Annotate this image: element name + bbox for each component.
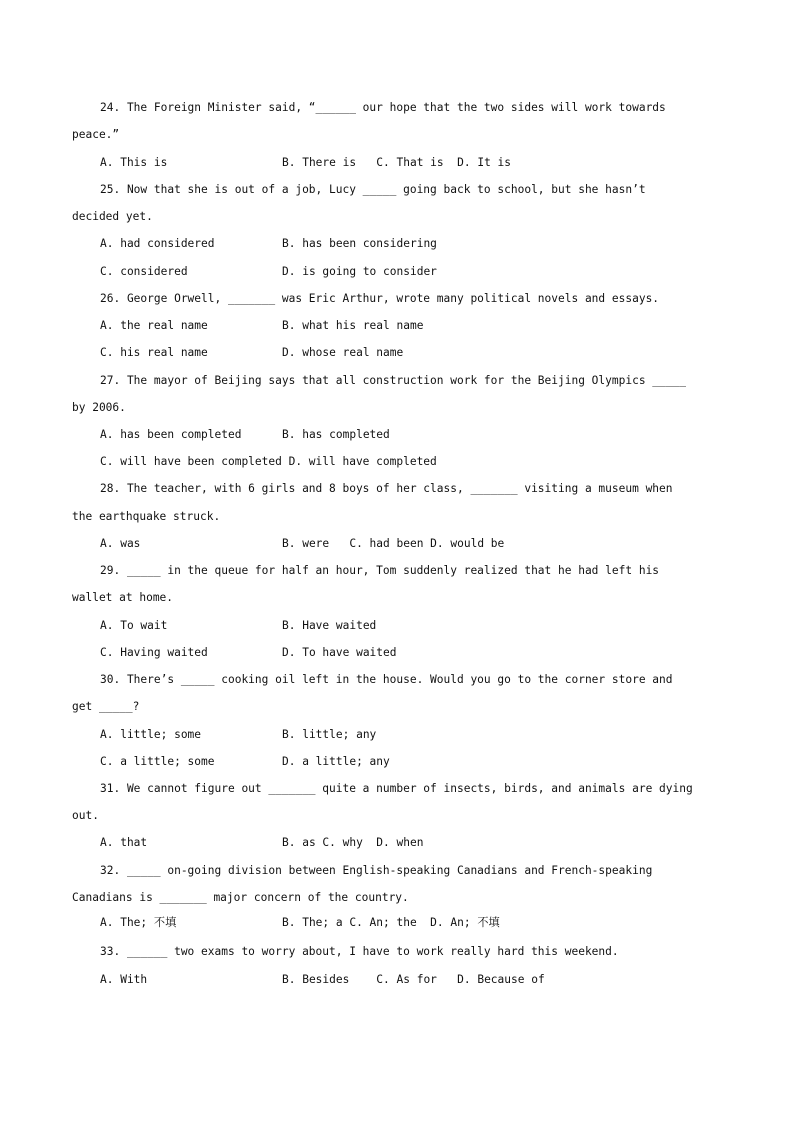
question-30-stem: 30. There’s _____ cooking oil left in the house. Would you go to the corner store and	[100, 673, 673, 686]
question-29-stem-cont: wallet at home.	[72, 591, 174, 604]
question-29-option-d: D. To have waited	[282, 646, 397, 659]
question-26-option-d: D. whose real name	[282, 346, 404, 359]
question-29-option-a: A. To wait	[100, 619, 168, 632]
question-25-option-b: B. has been considering	[282, 237, 437, 250]
question-25-option-d: D. is going to consider	[282, 265, 437, 278]
question-29-option-c: C. Having waited	[100, 646, 208, 659]
question-24-options-bcd: B. There is C. That is D. It is	[282, 156, 512, 169]
question-28-option-a: A. was	[100, 537, 141, 550]
question-29-option-b: B. Have waited	[282, 619, 377, 632]
question-33-options-bcd: B. Besides C. As for D. Because of	[282, 973, 545, 986]
question-32-option-a: A. The; 不填	[100, 916, 177, 929]
question-33-stem: 33. ______ two exams to worry about, I have to work really hard this weekend.	[100, 945, 619, 958]
question-28-options-bcd: B. were C. had been D. would be	[282, 537, 505, 550]
question-25-option-a: A. had considered	[100, 237, 215, 250]
question-27-stem-cont: by 2006.	[72, 401, 126, 414]
question-31-stem: 31. We cannot figure out _______ quite a number of insects, birds, and animals are dying	[100, 782, 693, 795]
question-29-stem: 29. _____ in the queue for half an hour, Tom suddenly realized that he had left his	[100, 564, 660, 577]
question-27-stem: 27. The mayor of Beijing says that all construction work for the Beijing Olympics _____	[100, 374, 686, 387]
question-25-stem: 25. Now that she is out of a job, Lucy _____ going back to school, but she hasn’t	[100, 183, 646, 196]
question-30-stem-cont: get _____?	[72, 700, 140, 713]
question-25-stem-cont: decided yet.	[72, 210, 153, 223]
question-28-stem-cont: the earthquake struck.	[72, 510, 221, 523]
question-30-option-b: B. little; any	[282, 728, 377, 741]
question-30-option-a: A. little; some	[100, 728, 202, 741]
question-27-options-cd: C. will have been completed D. will have completed	[100, 455, 437, 468]
question-30-option-c: C. a little; some	[100, 755, 215, 768]
question-31-options-bcd: B. as C. why D. when	[282, 836, 424, 849]
question-24-stem: 24. The Foreign Minister said, “______ our hope that the two sides will work towards	[100, 101, 666, 114]
question-26-option-b: B. what his real name	[282, 319, 424, 332]
question-30-option-d: D. a little; any	[282, 755, 390, 768]
question-26-stem: 26. George Orwell, _______ was Eric Arthur, wrote many political novels and essays.	[100, 292, 660, 305]
question-32-stem: 32. _____ on-going division between English-speaking Canadians and French-speaking	[100, 864, 653, 877]
question-26-option-a: A. the real name	[100, 319, 208, 332]
question-27-option-a: A. has been completed	[100, 428, 242, 441]
question-31-stem-cont: out.	[72, 809, 99, 822]
question-24-option-a: A. This is	[100, 156, 168, 169]
question-31-option-a: A. that	[100, 836, 148, 849]
question-33-option-a: A. With	[100, 973, 148, 986]
question-32-stem-cont: Canadians is _______ major concern of the country.	[72, 891, 409, 904]
question-28-stem: 28. The teacher, with 6 girls and 8 boys of her class, _______ visiting a museum when	[100, 482, 673, 495]
question-24-stem-cont: peace.”	[72, 128, 120, 141]
question-25-option-c: C. considered	[100, 265, 188, 278]
question-32-options-bcd: B. The; a C. An; the D. An; 不填	[282, 916, 500, 929]
question-27-option-b: B. has completed	[282, 428, 390, 441]
question-26-option-c: C. his real name	[100, 346, 208, 359]
